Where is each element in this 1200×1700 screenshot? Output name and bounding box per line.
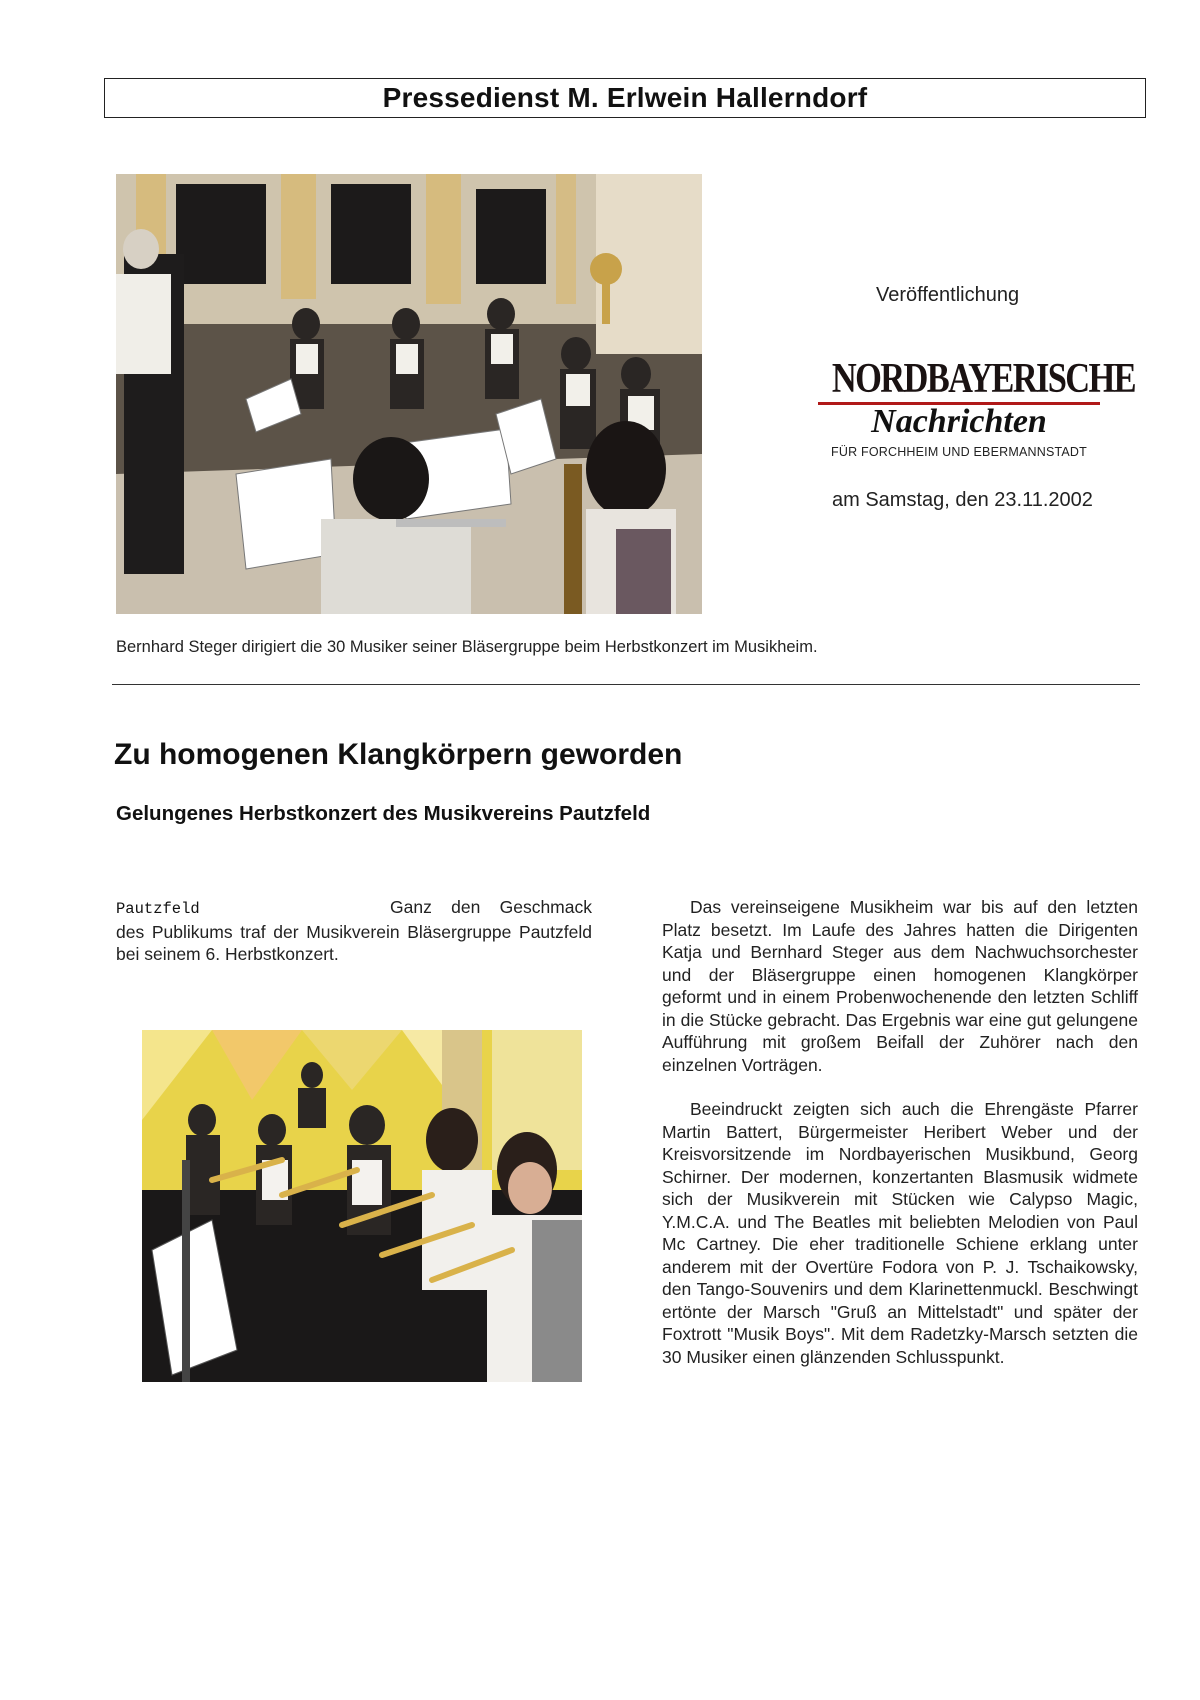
divider: [112, 684, 1140, 685]
article-left-column: [116, 896, 592, 966]
dateline: Pautzfeld: [116, 900, 200, 918]
article-intro: Ganz den Geschmack des Publikums traf der Musikverein Bläsergruppe Pautzfeld bei seinem 6. Herbstkonzert.: [116, 897, 592, 964]
newspaper-name: NORDBAYERISCHE: [831, 356, 1135, 402]
article-paragraph: Das vereinseigene Musikheim war bis auf den letzten Platz besetzt. Im Laufe des Jahres hatten die Dirigenten Katja und Bernhard Steger aus dem Nachwuchsorchester und der Bläsergruppe einen homogenen Klangkörper geformt und in einem Probenwochenende den letzten Schliff in die Stücke gebracht. Das Ergebnis war eine gut gelungene Aufführung mit großem Beifall der Zuhörer nach den einzelnen Vorträgen.: [662, 897, 1138, 1075]
article-paragraph: Beeindruckt zeigten sich auch die Ehrengäste Pfarrer Martin Battert, Bürgermeister Heribert Weber und der Kreisvorsitzende im Nordbayerischen Musikbund, Georg Schirner. Der modernen, konzertanten Blasmusik widmete sich der Musikverein mit Stücken wie Calypso Magic, Y.M.C.A. und The Beatles mit beliebten Melodien von Paul Mc Cartney. Die eher traditionelle Schiene erklang unter anderem mit der Overtüre Fodora von P. J. Tschaikowsky, den Tango-Souvenirs und dem Klarinettenmuckl. Beschwingt ertönte der Marsch "Gruß an Mittelstadt" und später der Foxtrott "Musik Boys". Mit dem Radetzky-Marsch setzten die 30 Musiker einen glänzenden Schlusspunkt.: [662, 1099, 1138, 1367]
photo-caption: Bernhard Steger dirigiert die 30 Musiker seiner Bläsergruppe beim Herbstkonzert im Musikheim.: [116, 638, 818, 656]
orchestra-conductor-photo: [116, 174, 702, 614]
publication-date: am Samstag, den 23.11.2002: [832, 489, 1093, 511]
newspaper-logo: [804, 356, 1135, 459]
newspaper-script-name: Nachrichten: [871, 403, 1047, 440]
article-headline: Zu homogenen Klangkörpern geworden: [114, 738, 683, 771]
article-subheadline: Gelungenes Herbstkonzert des Musikvereins Pautzfeld: [116, 802, 651, 825]
trumpet-section-photo: [142, 1030, 582, 1382]
press-service-header: Pressedienst M. Erlwein Hallerndorf: [104, 78, 1146, 118]
newspaper-subtitle: FÜR FORCHHEIM UND EBERMANNSTADT: [831, 445, 1087, 459]
article-right-column: [662, 896, 1138, 1390]
publication-label: Veröffentlichung: [876, 284, 1020, 306]
